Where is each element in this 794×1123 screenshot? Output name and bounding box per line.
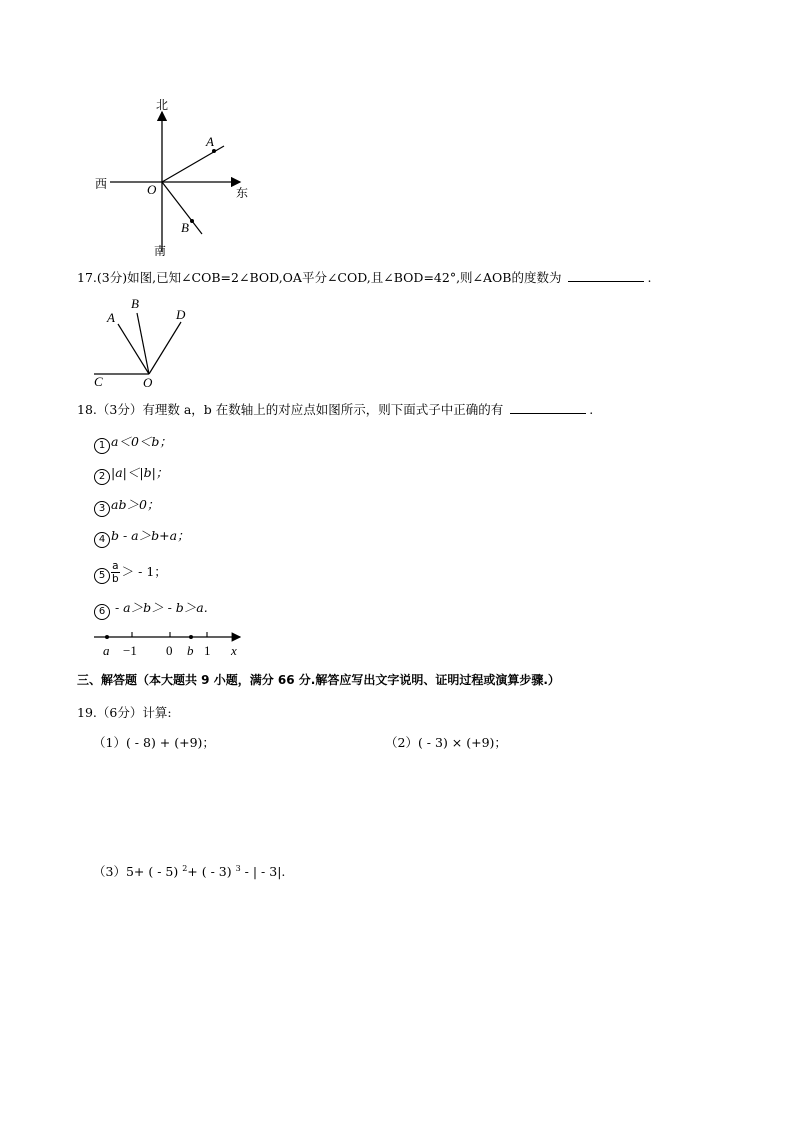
point-a-mark <box>105 635 109 639</box>
q17-label-o: O <box>143 375 153 390</box>
compass-diagram <box>90 92 260 262</box>
q17-score: 3分 <box>101 270 123 285</box>
section-3-heading: 三、解答题（本大题共 9 小题，满分 66 分.解答应写出文字说明、证明过程或演算步骤.） <box>77 673 560 687</box>
option-text: |a|＜|b|； <box>111 465 169 480</box>
option-mark: 3 <box>94 501 110 517</box>
fraction-a-over-b <box>111 560 120 585</box>
q19-part-2: （2）( - 3) × (+9)； <box>385 735 507 750</box>
q17-label-c: C <box>94 374 103 389</box>
point-b-mark <box>189 635 193 639</box>
q18-text: 有理数 a，b 在数轴上的对应点如图所示，则下面式子中正确的有 <box>142 402 504 417</box>
q18-end: . <box>589 402 594 417</box>
question-18: 18.（3分）有理数 a，b 在数轴上的对应点如图所示，则下面式子中正确的有 . <box>77 402 594 417</box>
q19-part3-exp1: 2 <box>182 864 188 873</box>
origin-label: O <box>147 182 157 197</box>
q18-option-3 <box>94 497 159 517</box>
q18-answer-blank[interactable] <box>510 401 586 414</box>
q17-figure <box>88 296 198 390</box>
option-mark: 5 <box>94 568 110 584</box>
q17-text: 如图,已知∠COB=2∠BOD,OA平分∠COD,且∠BOD=42°,则∠AOB的度数为 <box>127 270 562 285</box>
q17-label-b: B <box>131 296 139 311</box>
q19-part3-a: （3）5+ ( - 5) <box>93 864 183 880</box>
fraction-denominator: b <box>112 573 119 585</box>
q19-text: 计算: <box>142 705 172 720</box>
q19-part-1: （1）( - 8) + (+9)； <box>93 735 215 750</box>
point-b-label: B <box>181 220 189 235</box>
option-text: - a＞b＞ - b＞a. <box>111 600 208 615</box>
q17-label-a: A <box>107 310 115 325</box>
q17-answer-blank[interactable] <box>568 269 644 282</box>
q18-option-6 <box>94 600 208 620</box>
option-mark: 1 <box>94 438 110 454</box>
option-mark: 2 <box>94 469 110 485</box>
west-label: 西 <box>95 177 108 191</box>
nl-label-a: a <box>103 643 110 658</box>
north-label: 北 <box>156 98 169 112</box>
nl-label-x: x <box>231 643 237 658</box>
point-b-dot <box>190 219 194 223</box>
q18-option-4 <box>94 528 190 548</box>
east-label: 东 <box>236 186 249 200</box>
question-17: 17.(3分)如图,已知∠COB=2∠BOD,OA平分∠COD,且∠BOD=42°,则∠AOB的度数为 . <box>77 270 652 285</box>
q18-score: 3分 <box>109 402 130 417</box>
ray-od-17 <box>149 322 181 374</box>
option-text: b - a＞b+a； <box>111 528 190 543</box>
q18-number: 18 <box>77 402 93 417</box>
q17-end: . <box>647 270 652 285</box>
number-line-figure <box>92 628 250 662</box>
q19-part-3 <box>93 861 285 880</box>
option-text: ab＞0； <box>111 497 160 512</box>
nl-label-neg1: −1 <box>123 643 137 658</box>
q17-label-d: D <box>176 307 186 322</box>
q19-score: 6分 <box>109 705 130 720</box>
fraction-numerator: a <box>112 560 119 572</box>
compass-figure <box>90 92 260 262</box>
south-label: 南 <box>154 244 167 258</box>
nl-label-zero: 0 <box>166 643 173 658</box>
q19-part3-c: - | - 3|. <box>240 864 286 880</box>
q18-option-2 <box>94 465 168 485</box>
option-text: a＜0＜b； <box>111 434 172 449</box>
point-a-label: A <box>206 134 214 149</box>
question-19: 19.（6分）计算: <box>77 705 172 720</box>
nl-label-one: 1 <box>204 643 211 658</box>
q18-option-1 <box>94 434 172 454</box>
option-mark: 6 <box>94 604 110 620</box>
nl-label-b: b <box>187 643 194 658</box>
q19-number: 19 <box>77 705 93 720</box>
option-mark: 4 <box>94 532 110 548</box>
q17-number: 17 <box>77 270 93 285</box>
q19-part3-b: + ( - 3) <box>187 864 236 880</box>
option-text: ＞ - 1； <box>121 564 167 579</box>
q19-part3-exp2: 3 <box>235 864 241 873</box>
q18-option-5 <box>94 557 167 587</box>
